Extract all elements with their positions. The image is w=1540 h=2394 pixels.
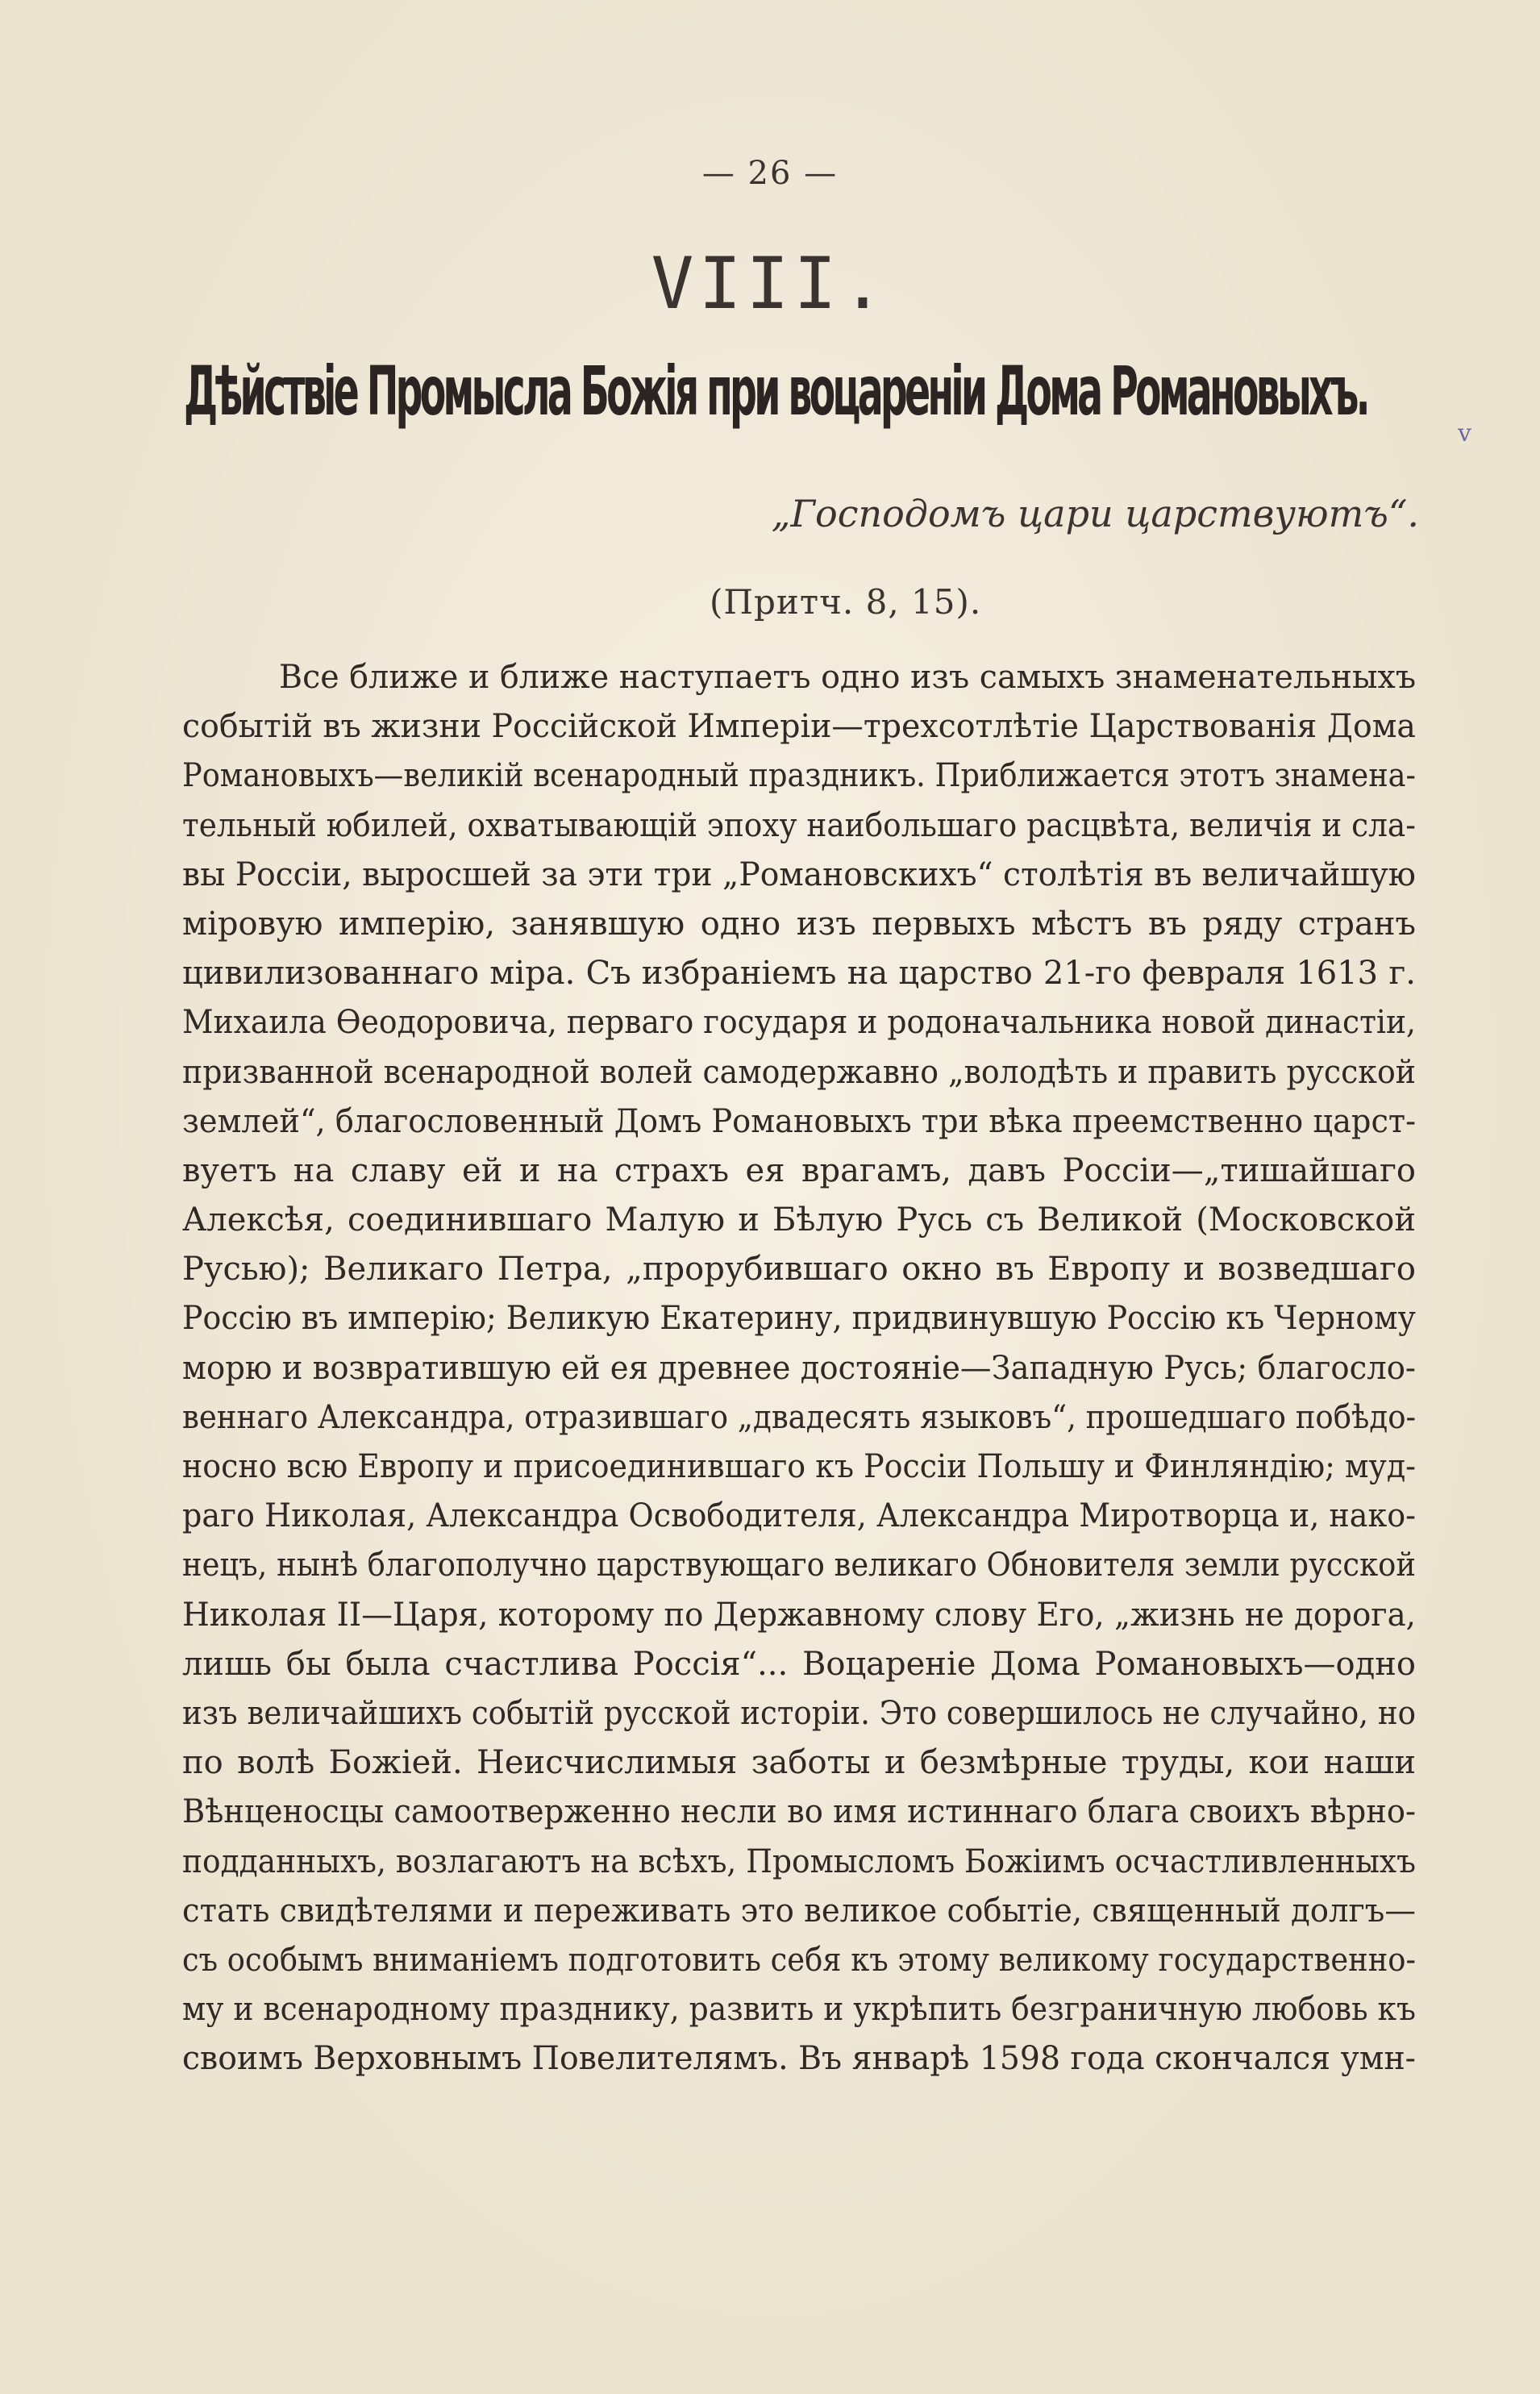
body-line: раго Николая, Александра Освободителя, Александра Миротворца и, нако- <box>182 1497 1417 1535</box>
body-line: веннаго Александра, отразившаго „двадесять языковъ“, прошедшаго побѣдо- <box>182 1398 1417 1436</box>
epigraph-source: (Притч. 8, 15). <box>710 582 982 622</box>
body-line: по волѣ Божіей. Неисчислимыя заботы и безмѣрные труды, кои наши <box>182 1744 1416 1782</box>
chapter-numeral: VIII. <box>651 242 889 325</box>
body-line: событій въ жизни Россійской Имперіи—трехсотлѣтіе Царствованія Дома <box>182 708 1416 746</box>
body-line: Михаила Ѳеодоровича, перваго государя и родоначальника новой династіи, <box>182 1004 1417 1042</box>
chapter-title: Дѣйствіе Промысла Божія при воцареніи Дома Романовыхъ. <box>184 352 1367 431</box>
body-line: призванной всенародной волей самодержавно „володѣть и править русской <box>182 1053 1416 1091</box>
body-line: изъ величайшихъ событій русской исторіи. Это совершилось не случайно, но <box>182 1694 1416 1732</box>
page-number: — 26 — <box>701 155 839 192</box>
body-line: Русью); Великаго Петра, „прорубившаго окно въ Европу и возведшаго <box>182 1251 1416 1289</box>
body-line: цивилизованнаго міра. Съ избраніемъ на царство 21-го февраля 1613 г. <box>182 955 1416 993</box>
body-line: вуетъ на славу ей и на страхъ ея врагамъ, давъ Россіи—„тишайшаго <box>182 1151 1416 1189</box>
body-line: носно всю Европу и присоединившаго къ Россіи Польшу и Финляндію; муд- <box>182 1448 1417 1485</box>
body-line: Россію въ имперію; Великую Екатерину, придвинувшую Россію къ Черному <box>182 1300 1416 1338</box>
body-line: тельный юбилей, охватывающій эпоху наибольшаго расцвѣта, величія и сла- <box>182 806 1416 844</box>
body-line: землей“, благословенный Домъ Романовыхъ три вѣка преемственно царст- <box>182 1102 1417 1140</box>
body-line: подданныхъ, возлагаютъ на всѣхъ, Промысломъ Божіимъ осчастливленныхъ <box>182 1842 1416 1880</box>
body-line: морю и возвратившую ей ея древнее достояніе—Западную Русь; благосло- <box>182 1349 1416 1387</box>
body-line: Алексѣя, соединившаго Малую и Бѣлую Русь съ Великой (Московской <box>182 1201 1416 1239</box>
body-line: Вѣнценосцы самоотверженно несли во имя истиннаго блага своихъ вѣрно- <box>182 1793 1417 1831</box>
body-line: своимъ Верховнымъ Повелителямъ. Въ январѣ 1598 года скончался умн- <box>182 2040 1417 2078</box>
body-line: Романовыхъ—великій всенародный праздникъ. Приближается этотъ знамена- <box>182 757 1416 795</box>
body-line: лишь бы была счастлива Россія“... Воцареніе Дома Романовыхъ—одно <box>182 1645 1416 1683</box>
body-line: вы Россіи, выросшей за эти три „Романовскихъ“ столѣтія въ величайшую <box>182 856 1416 893</box>
body-line: Все ближе и ближе наступаетъ одно изъ самыхъ знаменательныхъ <box>278 659 1417 696</box>
margin-mark: v <box>1458 419 1471 448</box>
body-line: Николая II—Царя, которому по Державному слову Его, „жизнь не дорога, <box>182 1596 1416 1634</box>
body-line: міровую имперію, занявшую одно изъ первыхъ мѣстъ въ ряду странъ <box>182 905 1416 943</box>
body-line: съ особымъ вниманіемъ подготовить себя къ этому великому государственно- <box>182 1941 1416 1979</box>
body-line: стать свидѣтелями и переживать это великое событіе, священный долгъ— <box>182 1892 1416 1930</box>
body-text <box>182 653 1416 2084</box>
body-line: нецъ, нынѣ благополучно царствующаго великаго Обновителя земли русской <box>182 1547 1416 1584</box>
epigraph-quote: „Господомъ цари царствуютъ“. <box>771 492 1419 535</box>
body-line: му и всенародному празднику, развить и укрѣпить безграничную любовь къ <box>182 1991 1416 2029</box>
